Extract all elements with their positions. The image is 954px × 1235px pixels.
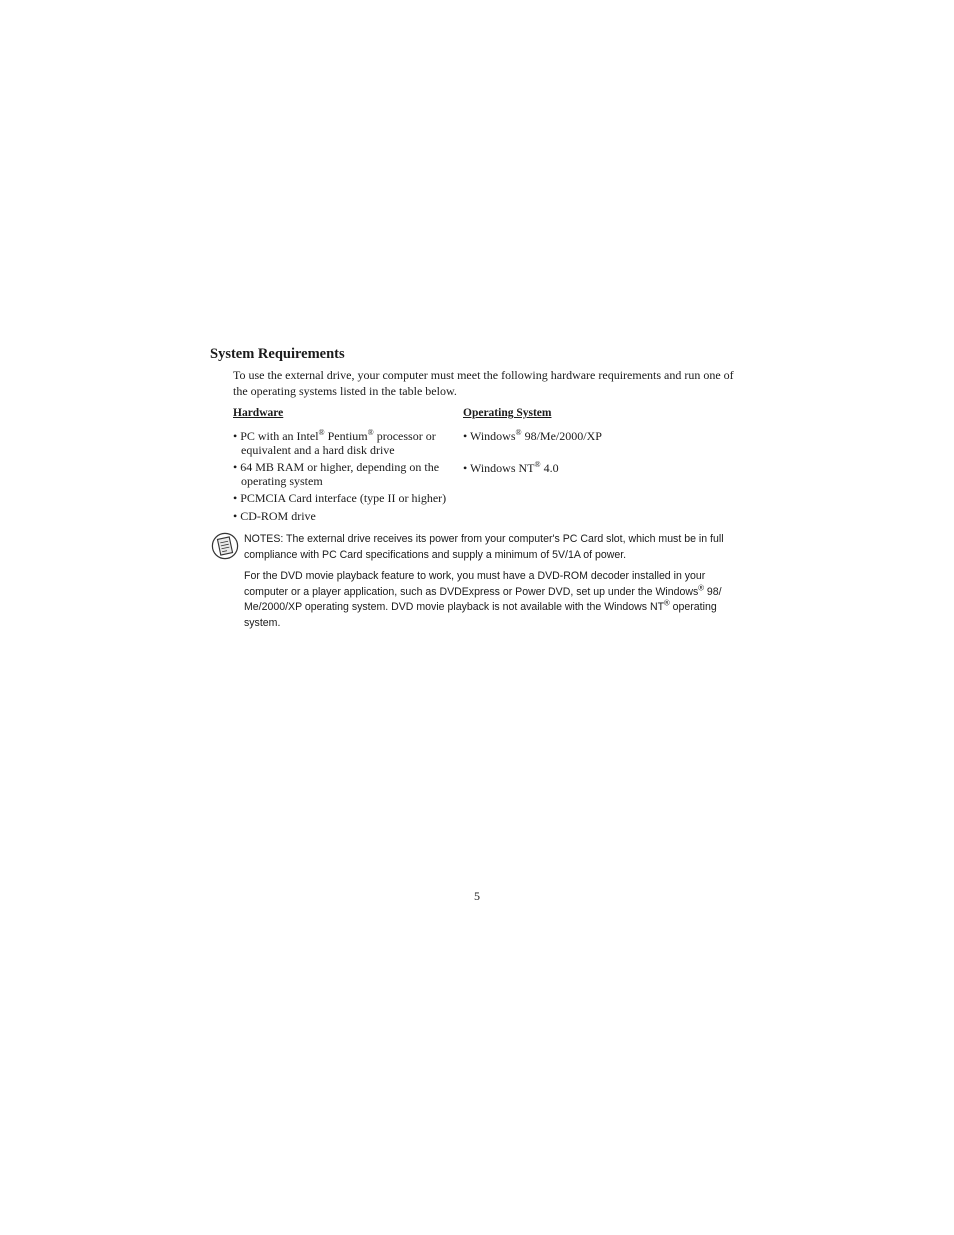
hardware-item-cdrom: • CD-ROM drive xyxy=(233,509,316,523)
section-title: System Requirements xyxy=(210,346,345,362)
hardware-column-header: Hardware xyxy=(233,407,284,419)
note-pad-icon xyxy=(211,532,239,560)
note-power: NOTES: The external drive receives its power from your computer's PC Card slot, which must be in full compliance with PC Card specifications and supply a minimum of 5V/1A of power. xyxy=(244,533,724,561)
os-item-windows: • Windows® 98/Me/2000/XP xyxy=(463,428,602,443)
page-number: 5 xyxy=(474,889,480,903)
intro-paragraph: To use the external drive, your computer must meet the following hardware requirements and run one of the operating systems listed in the table below. xyxy=(233,368,734,398)
hardware-item-pcmcia: • PCMCIA Card interface (type II or higher) xyxy=(233,491,447,505)
hardware-item-ram: • 64 MB RAM or higher, depending on the operating system xyxy=(233,460,440,488)
os-item-windows-nt: • Windows NT® 4.0 xyxy=(463,460,559,475)
hardware-item-pc: • PC with an Intel® Pentium® processor or equivalent and a hard disk drive xyxy=(233,428,436,457)
os-column-header: Operating System xyxy=(463,407,552,419)
note-dvd-playback: For the DVD movie playback feature to work, you must have a DVD-ROM decoder installed in your computer or a player application, such as DVDExpress or Power DVD, set up under the Windows® 98/ Me/2000/XP operating system. DVD movie playback is not available with the Windows NT® operating system. xyxy=(244,570,722,629)
